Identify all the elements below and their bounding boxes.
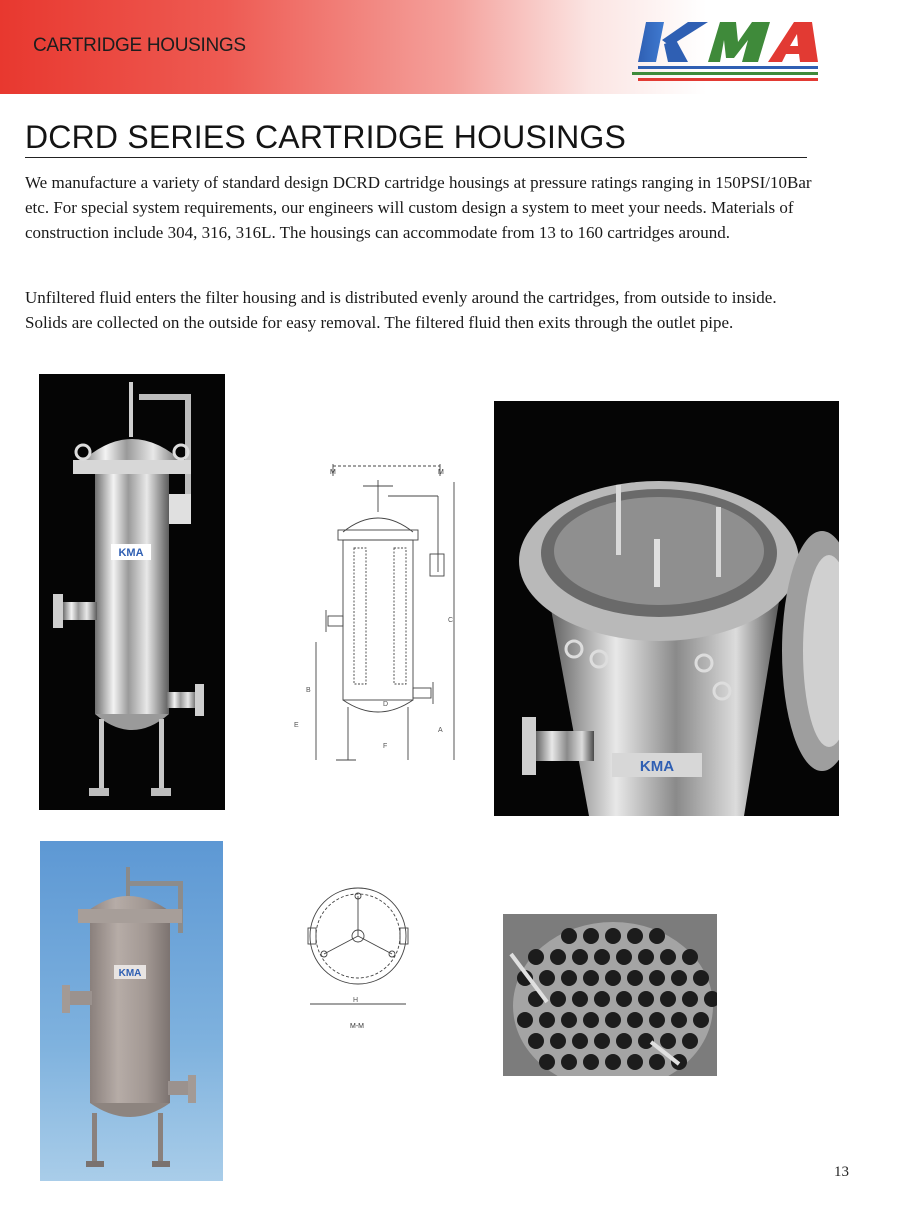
cartridge-hole: [616, 1033, 632, 1049]
cartridge-hole: [649, 1012, 665, 1028]
cartridge-hole: [528, 949, 544, 965]
cartridge-hole: [539, 970, 555, 986]
page-title: DCRD SERIES CARTRIDGE HOUSINGS: [25, 117, 807, 158]
cartridge-hole: [583, 1012, 599, 1028]
cartridge-hole: [550, 949, 566, 965]
badge-text-3: KMA: [118, 968, 142, 979]
cartridge-hole: [561, 928, 577, 944]
cartridge-hole: [638, 949, 654, 965]
cartridge-hole: [627, 928, 643, 944]
cartridge-hole: [583, 970, 599, 986]
housing-side-drawing: [288, 452, 468, 770]
dim-f: F: [383, 743, 388, 750]
flow-paragraph: Unfiltered fluid enters the filter housing and is distributed evenly around the cartridges, from outside to inside. Solids are collected on the outside for easy removal. The filtered fluid then exits through the outlet pipe.: [25, 288, 777, 332]
dim-e: E: [294, 722, 299, 729]
cartridge-hole: [616, 991, 632, 1007]
cartridge-hole: [583, 1054, 599, 1070]
cartridge-hole: [660, 949, 676, 965]
housing-photo-grey: [40, 841, 223, 1181]
dim-c: C: [448, 617, 454, 624]
kma-logo: [628, 18, 822, 88]
logo-text: KMA: [628, 18, 631, 19]
cartridge-hole: [649, 970, 665, 986]
cartridge-hole: [539, 1012, 555, 1028]
section-title: CARTRIDGE HOUSINGS: [33, 35, 246, 56]
cartridge-hole: [594, 1033, 610, 1049]
cartridge-hole: [550, 991, 566, 1007]
cartridge-hole: [550, 1033, 566, 1049]
cartridge-hole: [605, 928, 621, 944]
section-view-drawing: [298, 876, 438, 1036]
cartridge-hole: [682, 1033, 698, 1049]
dim-h: H: [353, 997, 359, 1004]
cartridge-hole: [561, 1012, 577, 1028]
cartridge-hole: [682, 949, 698, 965]
cartridge-hole: [539, 1054, 555, 1070]
cartridge-hole: [671, 1012, 687, 1028]
cartridge-hole: [682, 991, 698, 1007]
cartridge-hole: [561, 1054, 577, 1070]
cartridge-hole: [638, 991, 654, 1007]
cartridge-hole: [649, 928, 665, 944]
cartridge-hole: [638, 1033, 654, 1049]
tube-sheet-photo: [503, 914, 717, 1076]
cartridge-hole: [616, 949, 632, 965]
cartridge-hole: [517, 1012, 533, 1028]
badge-text: KMA: [118, 547, 144, 559]
cartridge-hole: [605, 1054, 621, 1070]
section-mark-right: M: [438, 469, 444, 476]
cartridge-hole: [627, 970, 643, 986]
intro-paragraph: We manufacture a variety of standard design DCRD cartridge housings at pressure ratings ranging in 150PSI/10Bar etc. For special system requirements, our engineers will custom design a system to meet your needs. Materials of construction include 304, 316, 316L. The housings can accommodate from 13 to 160 cartridges around.: [25, 173, 812, 242]
dim-a: A: [438, 727, 443, 734]
cartridge-hole: [627, 1054, 643, 1070]
cartridge-hole: [572, 991, 588, 1007]
housing-photo-polished: [39, 374, 225, 810]
housing-photo-open: [494, 401, 839, 816]
dim-d: D: [383, 701, 389, 708]
cartridge-hole: [693, 1012, 709, 1028]
cartridge-hole: [572, 949, 588, 965]
section-view-label: M-M: [350, 1023, 364, 1030]
dim-b: B: [306, 687, 311, 694]
cartridge-hole: [605, 1012, 621, 1028]
cartridge-hole: [605, 970, 621, 986]
cartridge-hole: [583, 928, 599, 944]
cartridge-hole: [660, 991, 676, 1007]
cartridge-hole: [671, 970, 687, 986]
cartridge-hole: [660, 1033, 676, 1049]
cartridge-hole: [627, 1012, 643, 1028]
cartridge-hole: [594, 991, 610, 1007]
cartridge-hole: [649, 1054, 665, 1070]
section-mark-left: M: [330, 469, 336, 476]
page-number: 13: [834, 1164, 849, 1180]
badge-text-2: KMA: [639, 758, 675, 775]
cartridge-hole: [594, 949, 610, 965]
header-banner: [0, 0, 906, 94]
cartridge-hole: [528, 1033, 544, 1049]
cartridge-hole: [693, 970, 709, 986]
cartridge-hole: [572, 1033, 588, 1049]
cartridge-hole: [561, 970, 577, 986]
